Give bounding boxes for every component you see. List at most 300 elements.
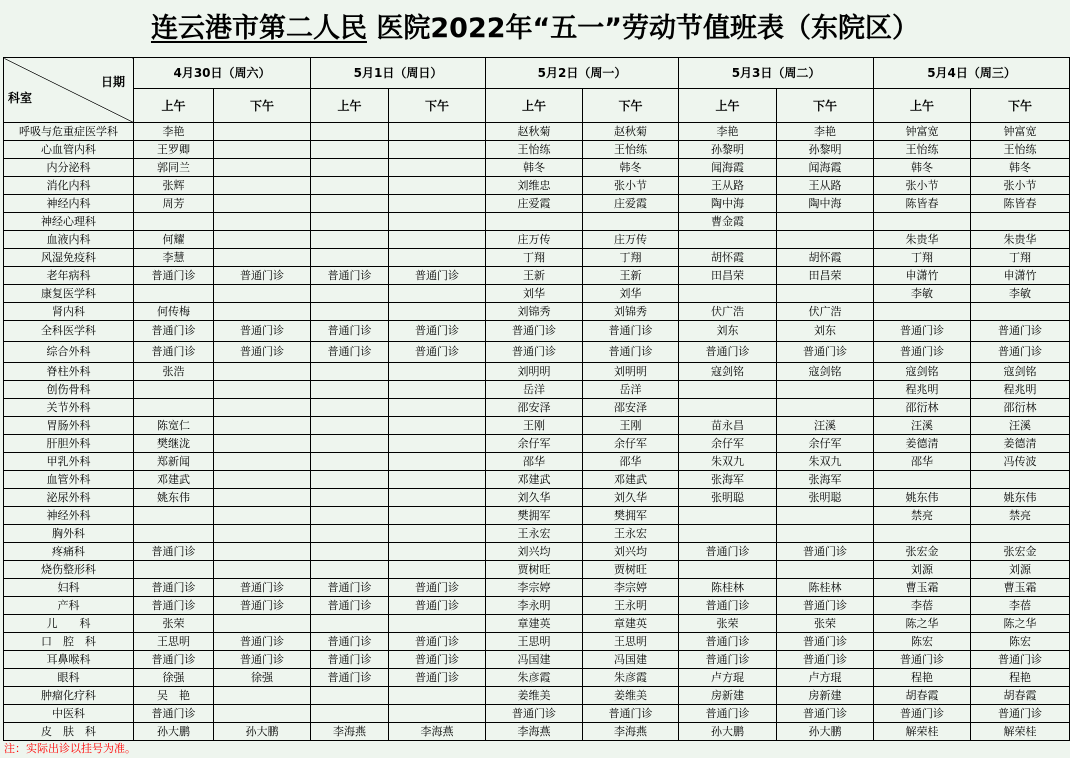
shift-cell: 普通门诊 bbox=[389, 651, 486, 669]
shift-cell bbox=[679, 525, 777, 543]
shift-cell: 邵华 bbox=[486, 453, 583, 471]
shift-cell: 苗永昌 bbox=[679, 417, 777, 435]
shift-cell: 普通门诊 bbox=[214, 651, 311, 669]
shift-cell: 张小节 bbox=[874, 177, 971, 195]
department-cell: 风湿免疫科 bbox=[4, 249, 134, 267]
department-cell: 肿瘤化疗科 bbox=[4, 687, 134, 705]
shift-cell: 程兆明 bbox=[874, 381, 971, 399]
department-cell: 神经内科 bbox=[4, 195, 134, 213]
shift-cell: 解荣桂 bbox=[971, 723, 1070, 741]
shift-cell bbox=[214, 417, 311, 435]
shift-cell bbox=[971, 213, 1070, 231]
department-cell: 综合外科 bbox=[4, 342, 134, 363]
shift-cell: 何传梅 bbox=[134, 303, 214, 321]
shift-cell: 程艳 bbox=[971, 669, 1070, 687]
shift-cell bbox=[777, 399, 874, 417]
shift-cell: 庄万传 bbox=[486, 231, 583, 249]
shift-cell: 朱彦霞 bbox=[583, 669, 679, 687]
shift-cell: 朱双九 bbox=[679, 453, 777, 471]
shift-cell bbox=[389, 453, 486, 471]
shift-cell: 普通门诊 bbox=[679, 342, 777, 363]
shift-cell: 姜维美 bbox=[583, 687, 679, 705]
shift-cell: 张荣 bbox=[134, 615, 214, 633]
shift-cell bbox=[389, 213, 486, 231]
table-row bbox=[4, 363, 1070, 381]
table-row bbox=[4, 231, 1070, 249]
shift-cell: 普通门诊 bbox=[971, 321, 1070, 342]
shift-cell bbox=[679, 231, 777, 249]
shift-cell: 邵华 bbox=[874, 453, 971, 471]
shift-cell bbox=[214, 435, 311, 453]
header-corner-cell bbox=[4, 58, 134, 123]
shift-cell: 普通门诊 bbox=[311, 579, 389, 597]
shift-cell: 曹玉霜 bbox=[874, 579, 971, 597]
shift-cell: 张明聪 bbox=[777, 489, 874, 507]
shift-cell bbox=[389, 471, 486, 489]
shift-cell: 刘华 bbox=[583, 285, 679, 303]
shift-cell: 余仔军 bbox=[679, 435, 777, 453]
am-header: 上午 bbox=[134, 89, 214, 123]
table-row bbox=[4, 249, 1070, 267]
shift-cell bbox=[311, 471, 389, 489]
shift-cell: 孙黎明 bbox=[777, 141, 874, 159]
shift-cell: 胡春霞 bbox=[971, 687, 1070, 705]
shift-cell bbox=[777, 525, 874, 543]
date-header-2: 5月2日（周一） bbox=[486, 58, 679, 89]
shift-cell: 余仔军 bbox=[777, 435, 874, 453]
shift-cell bbox=[679, 561, 777, 579]
shift-cell bbox=[389, 363, 486, 381]
shift-cell bbox=[389, 615, 486, 633]
shift-cell bbox=[389, 381, 486, 399]
shift-cell bbox=[311, 561, 389, 579]
shift-cell: 李艳 bbox=[777, 123, 874, 141]
shift-cell: 普通门诊 bbox=[311, 597, 389, 615]
table-row bbox=[4, 381, 1070, 399]
shift-cell bbox=[389, 417, 486, 435]
shift-cell: 王从路 bbox=[777, 177, 874, 195]
department-cell: 神经外科 bbox=[4, 507, 134, 525]
shift-cell: 王思明 bbox=[486, 633, 583, 651]
shift-cell: 陶中海 bbox=[777, 195, 874, 213]
am-header: 上午 bbox=[679, 89, 777, 123]
shift-cell: 余仔军 bbox=[486, 435, 583, 453]
department-cell: 呼吸与危重症医学科 bbox=[4, 123, 134, 141]
shift-cell bbox=[214, 471, 311, 489]
shift-cell bbox=[214, 543, 311, 561]
shift-cell: 普通门诊 bbox=[583, 321, 679, 342]
shift-cell: 禁亮 bbox=[971, 507, 1070, 525]
shift-cell bbox=[134, 561, 214, 579]
shift-cell: 刘锦秀 bbox=[486, 303, 583, 321]
table-row bbox=[4, 669, 1070, 687]
shift-cell: 普通门诊 bbox=[777, 705, 874, 723]
shift-cell: 李敏 bbox=[971, 285, 1070, 303]
shift-cell: 胡春霞 bbox=[874, 687, 971, 705]
table-row bbox=[4, 303, 1070, 321]
shift-cell: 张宏金 bbox=[971, 543, 1070, 561]
shift-cell: 申潇竹 bbox=[971, 267, 1070, 285]
shift-cell bbox=[389, 231, 486, 249]
shift-cell: 陶中海 bbox=[679, 195, 777, 213]
shift-cell bbox=[311, 381, 389, 399]
shift-cell: 普通门诊 bbox=[777, 342, 874, 363]
table-row bbox=[4, 651, 1070, 669]
shift-cell bbox=[486, 213, 583, 231]
shift-cell: 李慧 bbox=[134, 249, 214, 267]
pm-header: 下午 bbox=[389, 89, 486, 123]
shift-cell: 普通门诊 bbox=[874, 342, 971, 363]
shift-cell bbox=[971, 525, 1070, 543]
shift-cell: 樊继泷 bbox=[134, 435, 214, 453]
shift-cell: 章建英 bbox=[486, 615, 583, 633]
date-header-4: 5月4日（周三） bbox=[874, 58, 1070, 89]
table-row bbox=[4, 321, 1070, 342]
shift-cell bbox=[389, 525, 486, 543]
shift-cell: 普通门诊 bbox=[214, 267, 311, 285]
shift-cell: 普通门诊 bbox=[134, 651, 214, 669]
shift-cell: 贾树旺 bbox=[486, 561, 583, 579]
shift-cell bbox=[134, 525, 214, 543]
shift-cell: 陈桂林 bbox=[777, 579, 874, 597]
shift-cell: 孙大鹏 bbox=[214, 723, 311, 741]
department-cell: 康复医学科 bbox=[4, 285, 134, 303]
shift-cell bbox=[214, 705, 311, 723]
am-header: 上午 bbox=[311, 89, 389, 123]
department-cell: 眼科 bbox=[4, 669, 134, 687]
date-header-1: 5月1日（周日） bbox=[311, 58, 486, 89]
shift-cell: 曹金霞 bbox=[679, 213, 777, 231]
shift-cell: 张海军 bbox=[777, 471, 874, 489]
table-row bbox=[4, 705, 1070, 723]
shift-cell: 普通门诊 bbox=[389, 579, 486, 597]
shift-cell bbox=[311, 249, 389, 267]
shift-cell: 张荣 bbox=[679, 615, 777, 633]
shift-cell: 陈之华 bbox=[971, 615, 1070, 633]
shift-cell: 普通门诊 bbox=[971, 651, 1070, 669]
shift-cell bbox=[214, 525, 311, 543]
shift-cell: 王刚 bbox=[486, 417, 583, 435]
shift-cell: 李蓓 bbox=[874, 597, 971, 615]
table-row bbox=[4, 342, 1070, 363]
shift-cell: 钟富宽 bbox=[874, 123, 971, 141]
department-cell: 心血管内科 bbox=[4, 141, 134, 159]
shift-cell: 陈皆春 bbox=[874, 195, 971, 213]
shift-cell bbox=[214, 615, 311, 633]
title-rest: 医院2022年“五一”劳动节值班表（东院区） bbox=[366, 13, 920, 44]
shift-cell bbox=[389, 399, 486, 417]
shift-cell bbox=[214, 507, 311, 525]
table-row bbox=[4, 561, 1070, 579]
shift-cell: 普通门诊 bbox=[311, 651, 389, 669]
shift-cell bbox=[389, 561, 486, 579]
shift-cell bbox=[389, 249, 486, 267]
shift-cell: 孙大鹏 bbox=[679, 723, 777, 741]
shift-cell: 普通门诊 bbox=[389, 669, 486, 687]
department-cell: 关节外科 bbox=[4, 399, 134, 417]
shift-cell bbox=[311, 195, 389, 213]
shift-cell: 普通门诊 bbox=[311, 669, 389, 687]
shift-cell: 李海燕 bbox=[583, 723, 679, 741]
shift-cell: 伏广浩 bbox=[679, 303, 777, 321]
footnote: 注：实际出诊以挂号为准。 bbox=[4, 742, 136, 755]
shift-cell: 申潇竹 bbox=[874, 267, 971, 285]
shift-cell: 曹玉霜 bbox=[971, 579, 1070, 597]
date-header-3: 5月3日（周二） bbox=[679, 58, 874, 89]
shift-cell: 解荣桂 bbox=[874, 723, 971, 741]
shift-cell bbox=[389, 285, 486, 303]
shift-cell: 张小节 bbox=[971, 177, 1070, 195]
department-cell: 血管外科 bbox=[4, 471, 134, 489]
shift-cell: 陈桂林 bbox=[679, 579, 777, 597]
shift-cell: 李永明 bbox=[486, 597, 583, 615]
shift-cell bbox=[214, 687, 311, 705]
shift-cell: 徐强 bbox=[134, 669, 214, 687]
shift-cell bbox=[214, 489, 311, 507]
shift-cell bbox=[134, 507, 214, 525]
shift-cell: 王思明 bbox=[583, 633, 679, 651]
table-row bbox=[4, 507, 1070, 525]
shift-cell bbox=[583, 213, 679, 231]
shift-cell: 普通门诊 bbox=[486, 342, 583, 363]
shift-cell: 赵秋菊 bbox=[486, 123, 583, 141]
shift-cell bbox=[389, 435, 486, 453]
shift-cell: 普通门诊 bbox=[214, 342, 311, 363]
shift-cell: 普通门诊 bbox=[679, 597, 777, 615]
shift-cell: 普通门诊 bbox=[311, 633, 389, 651]
shift-cell bbox=[311, 705, 389, 723]
shift-cell bbox=[214, 381, 311, 399]
am-header: 上午 bbox=[874, 89, 971, 123]
shift-cell: 寇剑铭 bbox=[971, 363, 1070, 381]
department-cell: 甲乳外科 bbox=[4, 453, 134, 471]
table-row bbox=[4, 615, 1070, 633]
department-cell: 耳鼻喉科 bbox=[4, 651, 134, 669]
shift-cell: 普通门诊 bbox=[389, 342, 486, 363]
shift-cell bbox=[389, 705, 486, 723]
shift-cell: 普通门诊 bbox=[214, 321, 311, 342]
shift-cell: 伏广浩 bbox=[777, 303, 874, 321]
shift-cell: 闻海霞 bbox=[777, 159, 874, 177]
shift-cell: 普通门诊 bbox=[777, 633, 874, 651]
shift-cell: 李艳 bbox=[134, 123, 214, 141]
shift-cell bbox=[679, 507, 777, 525]
shift-cell: 王永明 bbox=[583, 597, 679, 615]
shift-cell: 庄万传 bbox=[583, 231, 679, 249]
shift-cell: 普通门诊 bbox=[777, 651, 874, 669]
shift-cell bbox=[777, 561, 874, 579]
shift-cell: 张小节 bbox=[583, 177, 679, 195]
shift-cell bbox=[311, 231, 389, 249]
shift-cell bbox=[777, 213, 874, 231]
table-row bbox=[4, 267, 1070, 285]
shift-cell: 田昌荣 bbox=[679, 267, 777, 285]
shift-cell: 邵衍林 bbox=[971, 399, 1070, 417]
shift-cell bbox=[874, 303, 971, 321]
shift-cell: 何耀 bbox=[134, 231, 214, 249]
shift-cell: 姜维美 bbox=[486, 687, 583, 705]
shift-cell: 庄爱霞 bbox=[583, 195, 679, 213]
shift-cell: 刘兴均 bbox=[583, 543, 679, 561]
shift-cell: 汪溪 bbox=[874, 417, 971, 435]
shift-cell: 卢方琨 bbox=[679, 669, 777, 687]
shift-cell: 刘东 bbox=[679, 321, 777, 342]
shift-cell bbox=[311, 615, 389, 633]
shift-cell: 王罗卿 bbox=[134, 141, 214, 159]
shift-cell: 普通门诊 bbox=[874, 705, 971, 723]
shift-cell: 邓建武 bbox=[134, 471, 214, 489]
shift-cell: 普通门诊 bbox=[389, 267, 486, 285]
shift-cell: 朱双九 bbox=[777, 453, 874, 471]
shift-cell bbox=[874, 213, 971, 231]
shift-cell: 赵秋菊 bbox=[583, 123, 679, 141]
department-cell: 消化内科 bbox=[4, 177, 134, 195]
table-row bbox=[4, 597, 1070, 615]
department-cell: 神经心理科 bbox=[4, 213, 134, 231]
shift-cell: 王怡练 bbox=[486, 141, 583, 159]
shift-cell: 钟富宽 bbox=[971, 123, 1070, 141]
shift-cell: 朱贵华 bbox=[874, 231, 971, 249]
shift-cell bbox=[311, 399, 389, 417]
table-row bbox=[4, 687, 1070, 705]
shift-cell: 邓建武 bbox=[486, 471, 583, 489]
shift-cell: 普通门诊 bbox=[679, 543, 777, 561]
shift-cell: 寇剑铭 bbox=[679, 363, 777, 381]
roster-body bbox=[4, 123, 1070, 741]
am-header: 上午 bbox=[486, 89, 583, 123]
table-row bbox=[4, 159, 1070, 177]
shift-cell: 张荣 bbox=[777, 615, 874, 633]
department-axis-label: 科室 bbox=[8, 91, 33, 105]
shift-cell bbox=[311, 303, 389, 321]
shift-cell bbox=[389, 507, 486, 525]
shift-cell: 普通门诊 bbox=[874, 321, 971, 342]
shift-cell: 普通门诊 bbox=[679, 633, 777, 651]
shift-cell: 刘明明 bbox=[486, 363, 583, 381]
table-row bbox=[4, 543, 1070, 561]
shift-cell: 普通门诊 bbox=[583, 342, 679, 363]
table-row bbox=[4, 141, 1070, 159]
shift-cell: 房新建 bbox=[777, 687, 874, 705]
department-cell: 胸外科 bbox=[4, 525, 134, 543]
shift-cell: 姚东伟 bbox=[971, 489, 1070, 507]
shift-cell bbox=[389, 177, 486, 195]
shift-cell bbox=[214, 249, 311, 267]
shift-cell: 普通门诊 bbox=[389, 321, 486, 342]
shift-cell: 冯国建 bbox=[583, 651, 679, 669]
department-cell: 肾内科 bbox=[4, 303, 134, 321]
shift-cell: 李海燕 bbox=[389, 723, 486, 741]
shift-cell: 李敏 bbox=[874, 285, 971, 303]
shift-cell: 朱彦霞 bbox=[486, 669, 583, 687]
shift-cell bbox=[389, 543, 486, 561]
shift-cell: 普通门诊 bbox=[583, 705, 679, 723]
shift-cell: 陈皆春 bbox=[971, 195, 1070, 213]
shift-cell: 邵衍林 bbox=[874, 399, 971, 417]
shift-cell bbox=[679, 381, 777, 399]
department-cell: 皮 肤 科 bbox=[4, 723, 134, 741]
shift-cell bbox=[311, 363, 389, 381]
shift-cell bbox=[389, 489, 486, 507]
shift-cell: 刘兴均 bbox=[486, 543, 583, 561]
shift-cell: 余仔军 bbox=[583, 435, 679, 453]
shift-cell bbox=[311, 213, 389, 231]
shift-cell bbox=[389, 687, 486, 705]
shift-cell: 普通门诊 bbox=[134, 579, 214, 597]
shift-cell bbox=[214, 285, 311, 303]
shift-cell: 庄爱霞 bbox=[486, 195, 583, 213]
shift-cell: 丁翔 bbox=[486, 249, 583, 267]
shift-cell: 普通门诊 bbox=[486, 321, 583, 342]
shift-cell: 普通门诊 bbox=[971, 705, 1070, 723]
shift-cell: 冯传波 bbox=[971, 453, 1070, 471]
shift-cell: 孙黎明 bbox=[679, 141, 777, 159]
shift-cell bbox=[777, 285, 874, 303]
table-row bbox=[4, 177, 1070, 195]
title-hospital-name: 连云港市第二人民 bbox=[150, 13, 367, 44]
shift-cell bbox=[311, 435, 389, 453]
table-row bbox=[4, 471, 1070, 489]
table-row bbox=[4, 417, 1070, 435]
pm-header: 下午 bbox=[583, 89, 679, 123]
shift-cell: 胡怀霞 bbox=[679, 249, 777, 267]
shift-cell: 普通门诊 bbox=[134, 597, 214, 615]
department-cell: 疼痛科 bbox=[4, 543, 134, 561]
shift-cell bbox=[389, 303, 486, 321]
department-cell: 妇科 bbox=[4, 579, 134, 597]
shift-cell: 李宗婷 bbox=[583, 579, 679, 597]
shift-cell: 冯国建 bbox=[486, 651, 583, 669]
department-cell: 全科医学科 bbox=[4, 321, 134, 342]
shift-cell: 汪溪 bbox=[971, 417, 1070, 435]
shift-cell: 李海燕 bbox=[311, 723, 389, 741]
shift-cell: 徐强 bbox=[214, 669, 311, 687]
department-cell: 血液内科 bbox=[4, 231, 134, 249]
table-row bbox=[4, 723, 1070, 741]
shift-cell: 房新建 bbox=[679, 687, 777, 705]
table-row bbox=[4, 525, 1070, 543]
table-row bbox=[4, 285, 1070, 303]
shift-cell: 邓建武 bbox=[583, 471, 679, 489]
shift-cell: 王思明 bbox=[134, 633, 214, 651]
shift-cell bbox=[777, 231, 874, 249]
table-row bbox=[4, 213, 1070, 231]
shift-cell: 普通门诊 bbox=[134, 543, 214, 561]
shift-cell: 张浩 bbox=[134, 363, 214, 381]
shift-cell: 邵安泽 bbox=[486, 399, 583, 417]
shift-cell bbox=[777, 507, 874, 525]
shift-cell: 陈宏 bbox=[971, 633, 1070, 651]
table-row bbox=[4, 489, 1070, 507]
shift-cell: 普通门诊 bbox=[874, 651, 971, 669]
shift-cell bbox=[311, 525, 389, 543]
shift-cell: 刘明明 bbox=[583, 363, 679, 381]
page-title bbox=[0, 0, 1070, 57]
shift-cell: 王新 bbox=[583, 267, 679, 285]
shift-cell: 丁翔 bbox=[874, 249, 971, 267]
shift-cell bbox=[214, 159, 311, 177]
shift-cell bbox=[311, 489, 389, 507]
shift-cell: 郭同兰 bbox=[134, 159, 214, 177]
pm-header: 下午 bbox=[971, 89, 1070, 123]
shift-cell bbox=[214, 123, 311, 141]
table-row bbox=[4, 579, 1070, 597]
shift-cell bbox=[971, 303, 1070, 321]
table-row bbox=[4, 399, 1070, 417]
shift-cell: 陈宽仁 bbox=[134, 417, 214, 435]
shift-cell: 王新 bbox=[486, 267, 583, 285]
shift-cell: 孙大鹏 bbox=[134, 723, 214, 741]
